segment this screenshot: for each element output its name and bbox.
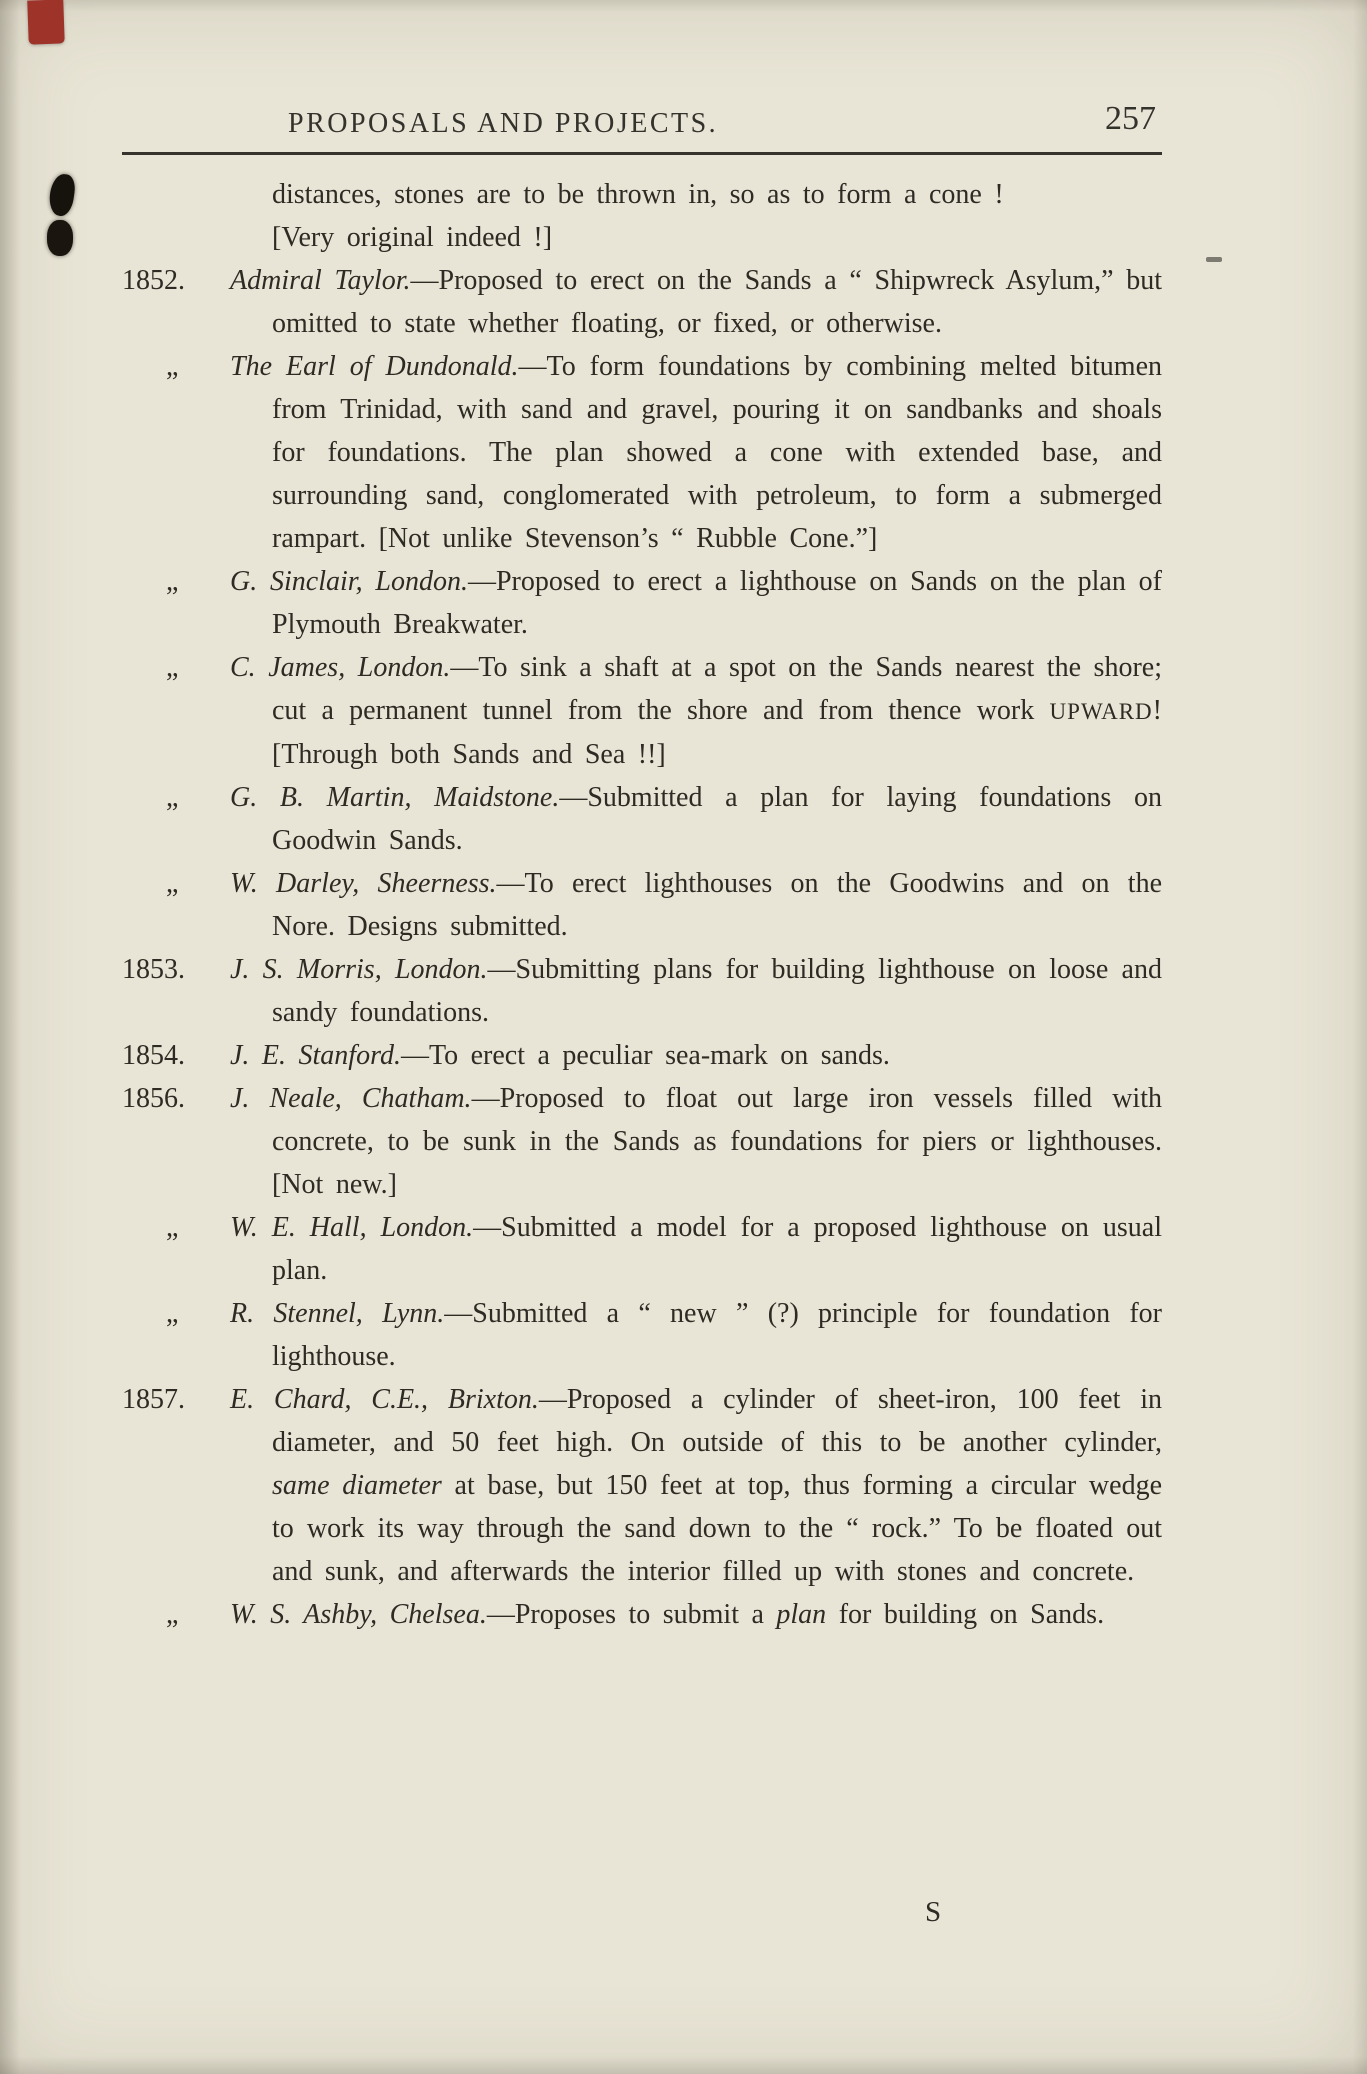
entry-year-label: 1857.	[122, 1384, 185, 1415]
entry-body-text: —Submitted a plan for laying foundations on Goodwin Sands.	[272, 782, 1162, 856]
text-block	[122, 100, 1163, 1636]
entry-year-label: 1854.	[122, 1040, 185, 1071]
entry-row	[122, 1593, 1162, 1636]
entry-body-text: —Submitted a “ new ” (?) principle for foundation for lighthouse.	[272, 1298, 1163, 1372]
entry-body-text: UPWARD	[1049, 699, 1153, 724]
entry-text	[230, 646, 1162, 776]
entry-row	[122, 345, 1162, 560]
entry-row	[122, 259, 1162, 345]
entry-year-label: „	[166, 566, 179, 597]
entry-body-text: distances, stones are to be thrown in, so as to form a cone !	[272, 179, 1004, 210]
entry-text	[230, 776, 1162, 862]
entry-text	[230, 948, 1162, 1034]
entry-year-label: „	[166, 868, 179, 899]
ink-smudge	[47, 220, 73, 256]
entry-text	[230, 1292, 1162, 1378]
entry-row	[122, 560, 1162, 646]
header-rule	[122, 152, 1162, 155]
entry-year-label: 1853.	[122, 954, 185, 985]
signature-mark: S	[925, 1896, 942, 1928]
entry-row	[122, 1378, 1162, 1593]
scan-edge-right	[1353, 0, 1367, 2074]
entry-year-label: „	[166, 1599, 179, 1630]
scan-edge-bottom	[0, 2056, 1367, 2074]
entry-row	[122, 776, 1162, 862]
entry-body-text: —To sink a shaft at a spot on the Sands nearest the shore; cut a permanent tunnel from the shore and from thence work	[272, 652, 1162, 726]
entry-text	[230, 1077, 1162, 1206]
entry-row	[122, 862, 1162, 948]
entry-text	[230, 1593, 1162, 1636]
entry-body-text: —Proposed a cylinder of sheet-iron, 100 feet in diameter, and 50 feet high. On outside of this to be another cylinder,	[272, 1384, 1162, 1458]
entry-row	[122, 1034, 1162, 1077]
entry-name: G. B. Martin, Maidstone.	[230, 782, 560, 813]
entry-name: W. E. Hall, London.	[230, 1212, 474, 1243]
entry-body-text: —To form foundations by combining melted bitumen from Trinidad, with sand and gravel, pouring it on sandbanks and shoals for foundations. The plan showed a cone with extended base, and surrounding sand, conglomerated with petroleum, to form a submerged rampart. [Not unlike Stevenson’s “ Rubble Cone.”]	[272, 351, 1163, 554]
entries	[122, 173, 1162, 1636]
entry-row	[122, 173, 1162, 259]
entry-row	[122, 948, 1162, 1034]
entry-row	[122, 1077, 1162, 1206]
scan-edge-top	[0, 0, 1367, 12]
entry-text	[230, 173, 1162, 259]
entry-year-label: „	[166, 351, 179, 382]
running-title: PROPOSALS AND PROJECTS.	[288, 108, 719, 139]
entry-text	[230, 259, 1162, 345]
red-tab-mark	[27, 0, 65, 45]
page-header	[122, 100, 1162, 152]
entry-body-text: —Proposed to erect on the Sands a “ Shipwreck Asylum,” but omitted to state whether floating, or fixed, or otherwise.	[272, 265, 1163, 339]
scan-edge-left	[0, 0, 20, 2074]
entry-name: W. Darley, Sheerness.	[230, 868, 497, 899]
entry-name: G. Sinclair, London.	[230, 566, 468, 597]
entry-name: J. S. Morris, London.	[230, 954, 488, 985]
entry-body-text: —Submitting plans for building lighthouse on loose and sandy foundations.	[272, 954, 1162, 1028]
entry-body-text: for building on Sands.	[826, 1599, 1105, 1630]
entry-name: J. E. Stanford.	[230, 1040, 401, 1071]
entry-text	[230, 1034, 1162, 1077]
entry-text	[230, 345, 1162, 560]
entry-name: C. James, London.	[230, 652, 451, 683]
entry-text	[230, 560, 1162, 646]
entry-body-text: —To erect lighthouses on the Goodwins and on the Nore. Designs submitted.	[272, 868, 1162, 942]
entry-row	[122, 1206, 1162, 1292]
entry-name: E. Chard, C.E., Brixton.	[230, 1384, 539, 1415]
entry-name: same diameter	[272, 1470, 442, 1501]
entry-row	[122, 646, 1162, 776]
page-number: 257	[1105, 100, 1156, 137]
entry-name: R. Stennel, Lynn.	[230, 1298, 445, 1329]
entry-year-label: „	[166, 652, 179, 683]
entry-year-label: „	[166, 1212, 179, 1243]
entry-text	[230, 1206, 1162, 1292]
ink-smudge	[47, 173, 77, 218]
entry-name: The Earl of Dundonald.	[230, 351, 519, 382]
entry-year-label: „	[166, 782, 179, 813]
entry-name: Admiral Taylor.	[230, 265, 411, 296]
entry-body-text: —Proposed to float out large iron vessels filled with concrete, to be sunk in the Sands as foundations for piers or lighthouses. [Not new.]	[272, 1083, 1162, 1200]
entry-text	[230, 862, 1162, 948]
entry-body-text: —Proposes to submit a	[486, 1599, 777, 1630]
entry-body-text: at base, but 150 feet at top, thus forming a circular wedge to work its way through the sand down to the “ rock.” To be floated out and sunk, and afterwards the interior filled up with stones and concrete.	[272, 1470, 1162, 1587]
entry-year-label: „	[166, 1298, 179, 1329]
entry-body-text: —To erect a peculiar sea-mark on sands.	[400, 1040, 890, 1071]
entry-year-label: 1852.	[122, 265, 185, 296]
entry-body-text: ! [Through both Sands and Sea !!]	[272, 695, 1162, 770]
entry-year-label	[122, 173, 230, 259]
entry-text	[230, 1378, 1162, 1593]
entry-body-text: [Very original indeed !]	[272, 222, 553, 253]
margin-dash-mark	[1206, 257, 1222, 262]
entry-name: W. S. Ashby, Chelsea.	[230, 1599, 487, 1630]
entry-year-label: 1856.	[122, 1083, 185, 1114]
entry-body-text: —Submitted a model for a proposed lighthouse on usual plan.	[272, 1212, 1162, 1286]
entry-name: J. Neale, Chatham.	[230, 1083, 472, 1114]
entry-body-text: —Proposed to erect a lighthouse on Sands on the plan of Plymouth Breakwater.	[272, 566, 1162, 640]
entry-row	[122, 1292, 1162, 1378]
entry-name: plan	[776, 1599, 827, 1630]
